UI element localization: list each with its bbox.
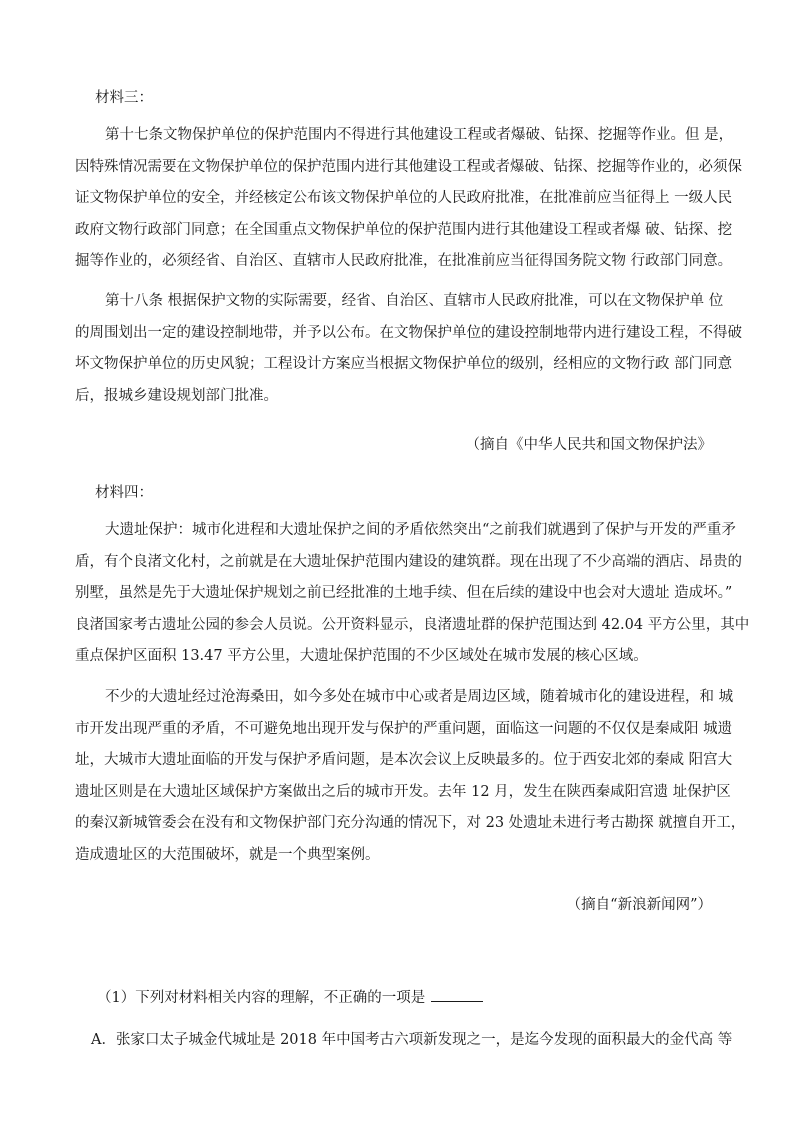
material3-source: （摘自《中华人民共和国文物保护法》 (465, 437, 712, 453)
text-line: 不少的大遗址经过沧海桑田，如今多处在城市中心或者是周边区域，随着城市化的建设进程，和 城 (105, 689, 734, 705)
text-line: 掘等作业的，必须经省、自治区、直辖市人民政府批准，在批准前应当征得国务院文物 行政部门同意。 (75, 253, 733, 269)
answer-blank (431, 989, 483, 1002)
text-line: 盾，有个良渚文化村，之前就是在大遗址保护范围内建设的建筑群。现在出现了不少高端的酒店、昂贵的 (75, 553, 742, 570)
material4-label: 材料四： (95, 485, 153, 501)
text-line: 坏文物保护单位的历史风貌；工程设计方案应当根据文物保护单位的级别，经相应的文物行政 部门同意 (75, 356, 733, 372)
text-line: 别墅，虽然是先于大遗址保护规划之前已经批准的土地手续、但在后续的建设中也会对大遗址 造成坏。” (75, 585, 733, 601)
text-line: 址，大城市大遗址面临的开发与保护矛盾问题，是本次会议上反映最多的。位于西安北郊的秦咸 阳宫大 (75, 752, 733, 768)
material4-source: （摘自“新浪新闻网”） (566, 897, 712, 913)
question-stem (97, 986, 483, 1007)
text-line: 的秦汉新城管委会在没有和文物保护部门充分沟通的情况下，对 23 处遗址未进行考古勘探 就擅自开工， (75, 815, 746, 831)
text-line: 证文物保护单位的安全，并经核定公布该文物保护单位的人民政府批准，在批准前应当征得上 一级人民 (75, 190, 733, 206)
text-line: 遗址区则是在大遗址区域保护方案做出之后的城市开发。去年 12 月，发生在陕西秦咸阳宫遗 址保护区 (75, 783, 731, 800)
material3-paragraph-2 (75, 286, 742, 412)
text-line: 造成遗址区的大范围破坏，就是一个典型案例。 (75, 846, 380, 863)
text-line: 第十七条文物保护单位的保护范围内不得进行其他建设工程或者爆破、钻探、挖掘等作业。但 是， (105, 127, 734, 143)
material4-paragraph-2 (75, 682, 746, 871)
text-line: 重点保护区面积 13.47 平方公里，大遗址保护范围的不少区域处在城市发展的核心区域。 (75, 648, 648, 664)
text-line: 的周围划出一定的建设控制地带，并予以公布。在文物保护单位的建设控制地带内进行建设工程，不得破 (75, 324, 742, 341)
text-line: 良渚国家考古遗址公园的参会人员说。公开资料显示，良渚遗址群的保护范围达到 42.04 平方公里，其中 (75, 616, 750, 633)
question-stem-text: （1）下列对材料相关内容的理解，不正确的一项是 (97, 990, 426, 1006)
option-a: A．张家口太子城金代城址是 2018 年中国考古六项新发现之一，是迄今发现的面积最大的金代高 等 (91, 1032, 733, 1048)
text-line: 第十八条 根据保护文物的实际需要，经省、自治区、直辖市人民政府批准，可以在文物保护单 位 (105, 293, 724, 309)
material3-label: 材料三： (95, 90, 153, 106)
text-line: 政府文物行政部门同意；在全国重点文物保护单位的保护范围内进行其他建设工程或者爆 破、钻探、挖 (75, 221, 733, 238)
text-line: 后，报城乡建设规划部门批准。 (75, 387, 278, 404)
text-line: 大遗址保护：城市化进程和大遗址保护之间的矛盾依然突出“之前我们就遇到了保护与开发的严重矛 (105, 522, 736, 538)
material4-paragraph-1 (75, 515, 750, 673)
text-line: 市开发出现严重的矛盾，不可避免地出现开发与保护的严重问题，面临这一问题的不仅仅是秦咸阳 城遗 (75, 720, 733, 737)
material3-paragraph-1 (75, 120, 742, 278)
text-line: 因特殊情况需要在文物保护单位的保护范围内进行其他建设工程或者爆破、钻探、挖掘等作业的，必须保 (75, 158, 742, 175)
